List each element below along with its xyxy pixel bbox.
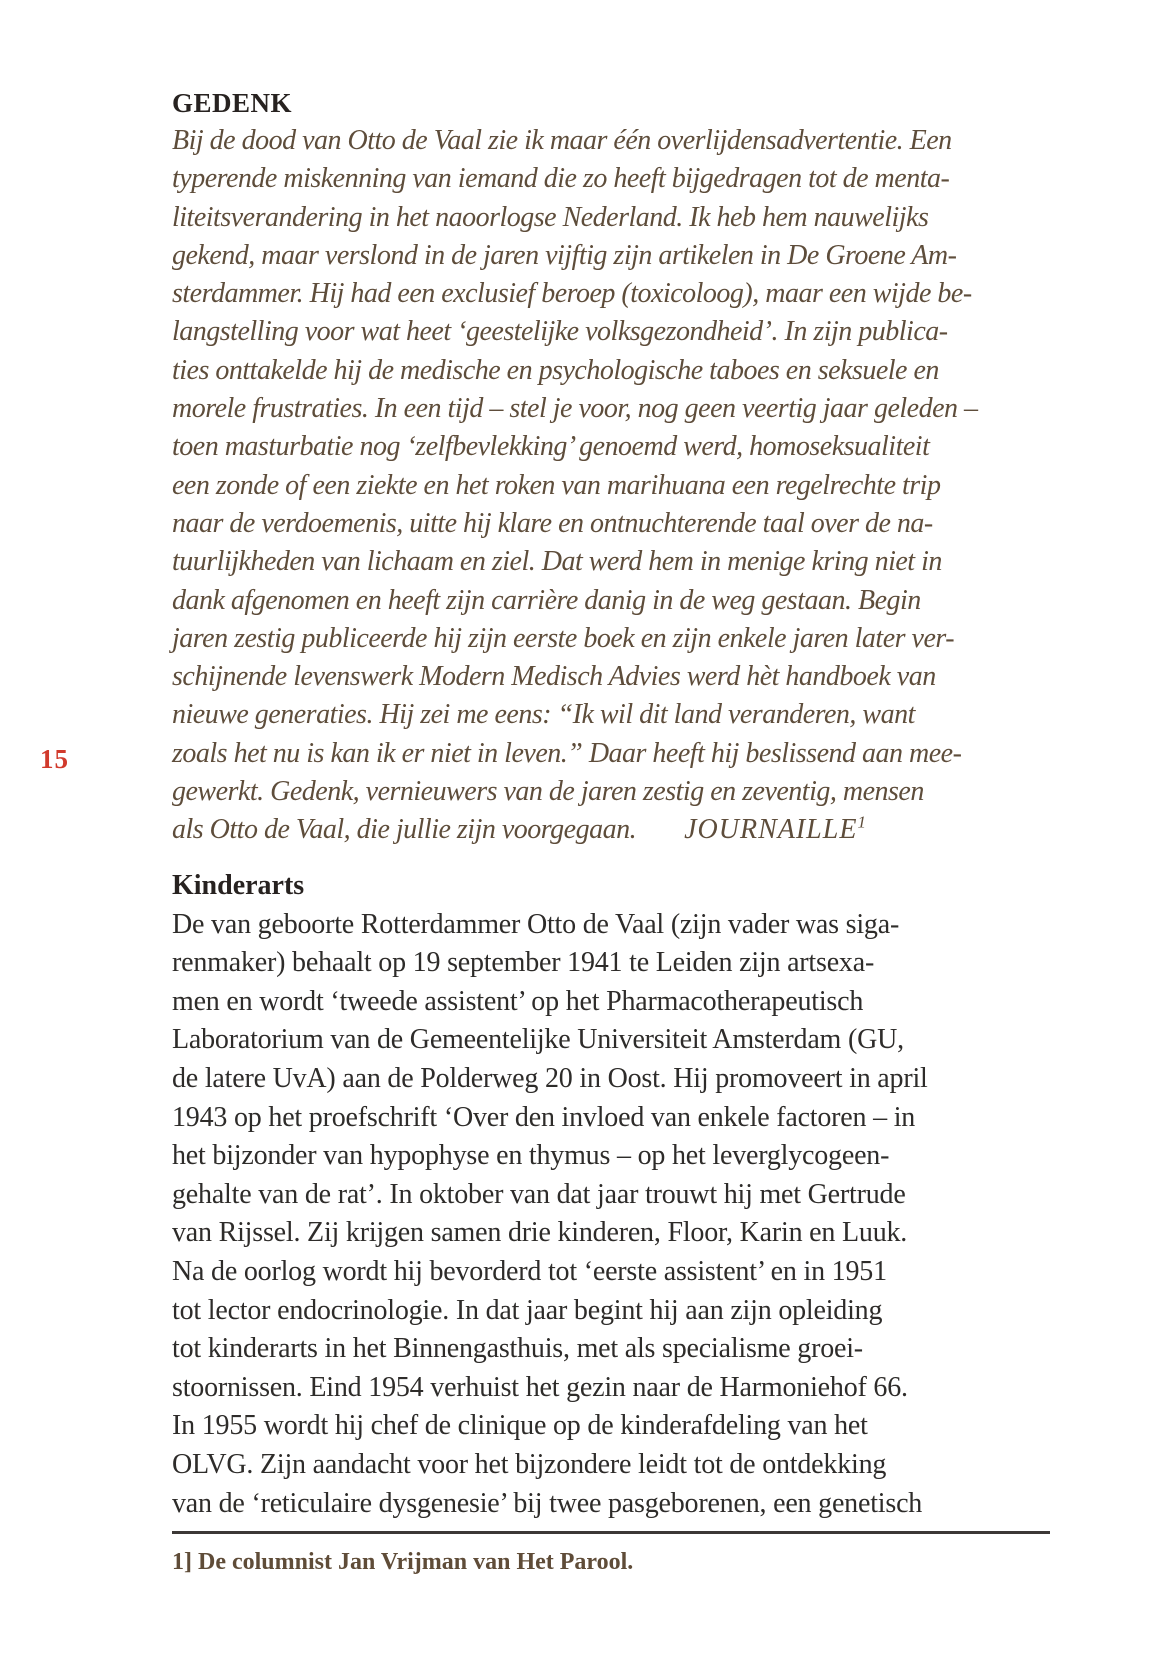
- text-line: het bijzonder van hypophyse en thymus – op het leverglycogeen-: [172, 1140, 890, 1172]
- text-line: dank afgenomen en heeft zijn carrière danig in de weg gestaan. Begin: [172, 584, 921, 616]
- text-line: Na de oorlog wordt hij bevorderd tot ‘eerste assistent’ en in 1951: [172, 1255, 887, 1287]
- footnote-text: 1] De columnist Jan Vrijman van Het Parool.: [172, 1549, 634, 1576]
- text-line: De van geboorte Rotterdammer Otto de Vaal (zijn vader was siga-: [172, 908, 900, 940]
- text-line: stoornissen. Eind 1954 verhuist het gezin naar de Harmoniehof 66.: [172, 1371, 908, 1403]
- text-line: gekend, maar verslond in de jaren vijftig zijn artikelen in De Groene Am-: [172, 239, 957, 271]
- text-line: tot kinderarts in het Binnengasthuis, met als specialisme groei-: [172, 1333, 863, 1365]
- text-line: van Rijssel. Zij krijgen samen drie kinderen, Floor, Karin en Luuk.: [172, 1217, 908, 1249]
- memorial-column-text: [172, 122, 1050, 850]
- memorial-section-heading: GEDENK: [172, 88, 293, 118]
- text-line: In 1955 wordt hij chef de clinique op de kinderafdeling van het: [172, 1410, 868, 1442]
- biography-lines: [172, 906, 1050, 1524]
- text-line: jaren zestig publiceerde hij zijn eerste boek en zijn enkele jaren later ver-: [172, 622, 955, 654]
- text-line: Laboratorium van de Gemeentelijke Universiteit Amsterdam (GU,: [172, 1024, 904, 1056]
- text-line: toen masturbatie nog ‘zelfbevlekking’ genoemd werd, homoseksualiteit: [172, 431, 930, 463]
- text-line: naar de verdoemenis, uitte hij klare en ontnuchterende taal over de na-: [172, 507, 933, 539]
- text-line: renmaker) behaalt op 19 september 1941 te Leiden zijn artsexa-: [172, 947, 875, 979]
- page-number: 15: [40, 744, 69, 774]
- footnote-divider: [172, 1531, 1050, 1534]
- text-line: zoals het nu is kan ik er niet in leven.” Daar heeft hij beslissend aan mee-: [172, 737, 962, 769]
- text-line: typerende miskenning van iemand die zo heeft bijgedragen tot de menta-: [172, 163, 950, 195]
- text-line: langstelling voor wat heet ‘geestelijke volksgezondheid’. In zijn publica-: [172, 316, 948, 348]
- text-line: van de ‘reticulaire dysgenesie’ bij twee pasgeborenen, een genetisch: [172, 1487, 923, 1519]
- text-line: 1943 op het proefschrift ‘Over den invloed van enkele factoren – in: [172, 1101, 916, 1133]
- footnote-reference-mark: 1: [857, 813, 866, 833]
- text-line: ties onttakelde hij de medische en psychologische taboes en seksuele en: [172, 354, 939, 386]
- biography-section-heading: Kinderarts: [172, 869, 305, 901]
- text-line: gehalte van de rat’. In oktober van dat jaar trouwt hij met Gertrude: [172, 1178, 906, 1210]
- text-column: [172, 84, 1050, 1577]
- text-line: de latere UvA) aan de Polderweg 20 in Oost. Hij promoveert in april: [172, 1063, 928, 1095]
- text-line: liteitsverandering in het naoorlogse Nederland. Ik heb hem nauwelijks: [172, 201, 929, 233]
- text-line: schijnende levenswerk Modern Medisch Advies werd hèt handboek van: [172, 661, 936, 693]
- text-line: nieuwe generaties. Hij zei me eens: “Ik wil dit land veranderen, want: [172, 699, 915, 731]
- memorial-last-line-text: als Otto de Vaal, die jullie zijn voorgegaan.: [172, 814, 637, 846]
- biography-text: [172, 906, 1050, 1524]
- text-line: gewerkt. Gedenk, vernieuwers van de jaren zestig en zeventig, mensen: [172, 776, 924, 808]
- text-line: een zonde of een ziekte en het roken van marihuana een regelrechte trip: [172, 469, 941, 501]
- text-line: morele frustraties. In een tijd – stel je voor, nog geen veertig jaar geleden –: [172, 393, 978, 425]
- text-line: Bij de dood van Otto de Vaal zie ik maar één overlijdensadvertentie. Een: [172, 125, 952, 156]
- columnist-signature: JOURNAILLE: [684, 814, 858, 846]
- memorial-last-line: [172, 811, 1050, 849]
- text-line: OLVG. Zijn aandacht voor het bijzondere leidt tot de ontdekking: [172, 1448, 887, 1480]
- text-line: tuurlijkheden van lichaam en ziel. Dat werd hem in menige kring niet in: [172, 546, 942, 578]
- text-line: men en wordt ‘tweede assistent’ op het Pharmacotherapeutisch: [172, 985, 864, 1017]
- text-line: tot lector endocrinologie. In dat jaar begint hij aan zijn opleiding: [172, 1294, 883, 1326]
- text-line: sterdammer. Hij had een exclusief beroep (toxicoloog), maar een wijde be-: [172, 278, 972, 310]
- memorial-lines: [172, 122, 1050, 811]
